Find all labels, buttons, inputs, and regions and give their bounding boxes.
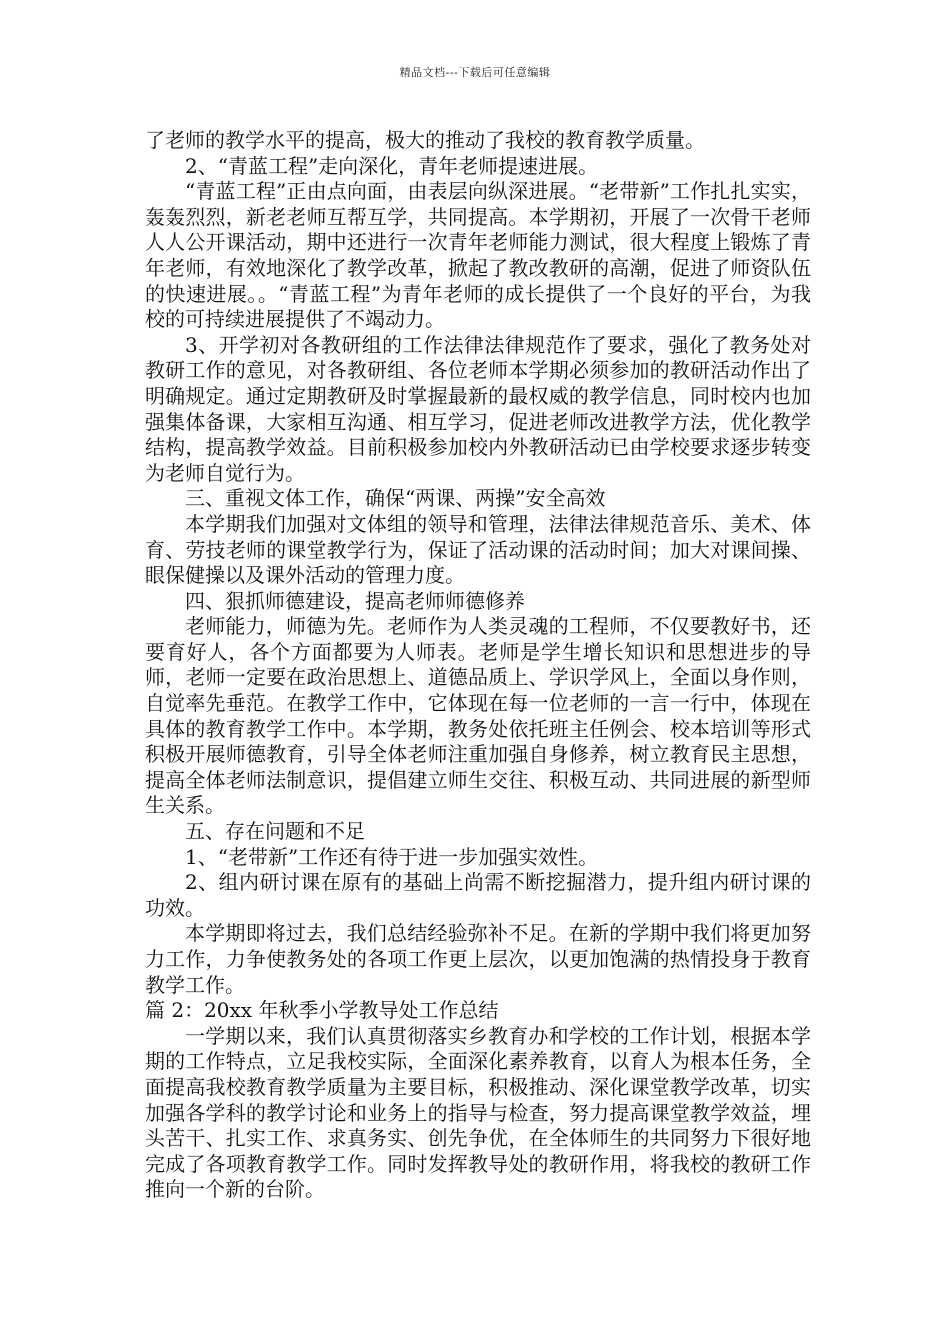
paragraph-item-2-heading: 2、“青蓝工程”走向深化，青年老师提速进展。 [185, 153, 599, 178]
page-header: 精品文档---下载后可任意编辑 [399, 66, 551, 79]
paragraph-article-2-intro: 一学期以来，我们认真贯彻落实乡教育办和学校的工作计划，根据本学期的工作特点，立足我校实际，全面深化素养教育，以育人为根本任务，全面提高我校教育教学质量为主要目标，积极推动、深化课堂教学改革，切实加强各学科的教学讨论和业务上的指导与检查，努力提高课堂教学效益，埋头苦干、扎实工作、求真务实、创先争优，在全体师生的共同努力下很好地完成了各项教育教学工作。同时发挥教导处的教研作用，将我校的教研工作推向一个新的台阶。 [145, 1023, 811, 1202]
paragraph-problem-2: 2、组内研讨课在原有的基础上尚需不断挖掘潜力，提升组内研讨课的功效。 [145, 870, 811, 920]
section-heading-5: 五、存在问题和不足 [185, 819, 365, 844]
paragraph-sports-culture: 本学期我们加强对文体组的领导和管理，法律法律规范音乐、美术、体育、劳技老师的课堂教学行为，保证了活动课的活动时间；加大对课间操、眼保健操以及课外活动的管理力度。 [145, 511, 811, 588]
article-2-title: 篇 2：20xx 年秋季小学教导处工作总结 [145, 998, 499, 1023]
paragraph-conclusion: 本学期即将过去，我们总结经验弥补不足。在新的学期中我们将更加努力工作，力争使教务处的各项工作更上层次，以更加饱满的热情投身于教育教学工作。 [145, 921, 811, 997]
paragraph-problem-1: 1、“老带新”工作还有待于进一步加强实效性。 [185, 844, 599, 869]
paragraph-continuation: 了老师的教学水平的提高，极大的推动了我校的教育教学质量。 [145, 128, 705, 152]
section-heading-4: 四、狠抓师德建设，提高老师师德修养 [185, 588, 525, 613]
paragraph-item-3: 3、开学初对各教研组的工作法律法律规范作了要求，强化了教务处对教研工作的意见，对各教研组、各位老师本学期必须参加的教研活动作出了明确规定。通过定期教研及时掌握最新的最权威的教学信息，同时校内也加强集体备课，大家相互沟通、相互学习，促进老师改进教学方法，优化教学结构，提高教学效益。目前积极参加校内外教研活动已由学校要求逐步转变为老师自觉行为。 [145, 332, 811, 485]
paragraph-teacher-ethics: 老师能力，师德为先。老师作为人类灵魂的工程师，不仅要教好书，还要育好人，各个方面都要为人师表。老师是学生增长知识和思想进步的导师，老师一定要在政治思想上、道德品质上、学识学风上，全面以身作则，自觉率先垂范。在教学工作中，它体现在每一位老师的一言一行中，体现在具体的教育教学工作中。本学期，教务处依托班主任例会、校本培训等形式积极开展师德教育，引导全体老师注重加强自身修养，树立教育民主思想，提高全体老师法制意识，提倡建立师生交往、积极互动、共同进展的新型师生关系。 [145, 614, 811, 818]
paragraph-qinglan-project: “青蓝工程”正由点向面，由表层向纵深进展。“老带新”工作扎扎实实，轰轰烈烈，新老老师互帮互学，共同提高。本学期初，开展了一次骨干老师人人公开课活动，期中还进行一次青年老师能力测试，很大程度上锻炼了青年老师，有效地深化了教学改革，掀起了教改教研的高潮，促进了师资队伍的快速进展。。“青蓝工程”为青年老师的成长提供了一个良好的平台，为我校的可持续进展提供了不竭动力。 [145, 179, 811, 332]
document-body [145, 128, 811, 1203]
section-heading-3: 三、重视文体工作，确保“两课、两操”安全高效 [185, 486, 606, 511]
